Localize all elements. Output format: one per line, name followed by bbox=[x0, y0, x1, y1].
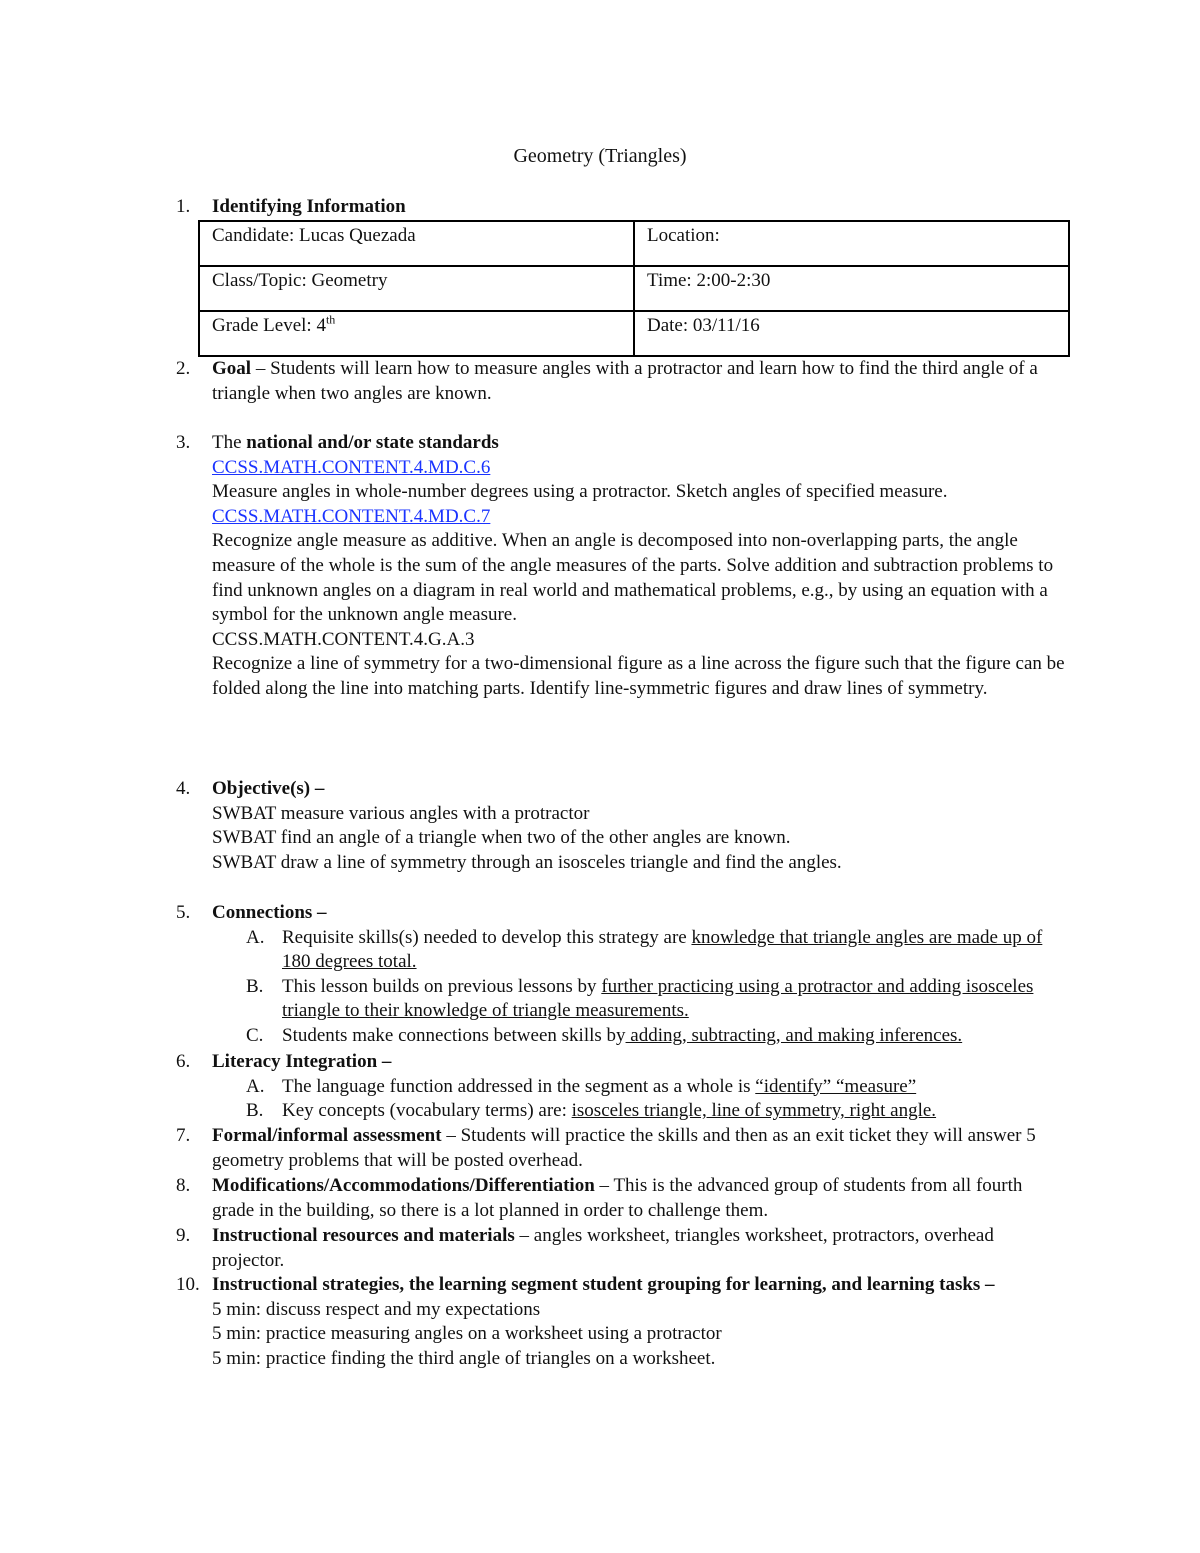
list-item: B. Key concepts (vocabulary terms) are: isosceles triangle, line of symmetry, right angle. bbox=[212, 1099, 1066, 1124]
section-text: – angles worksheet, triangles worksheet, protractors, overhead projector. bbox=[212, 1225, 994, 1271]
standard-link[interactable]: CCSS.MATH.CONTENT.4.MD.C.6 bbox=[212, 456, 491, 478]
list-item: A. The language function addressed in the segment as a whole is “identify” “measure” bbox=[212, 1075, 1066, 1100]
section-objectives bbox=[176, 777, 1066, 875]
table-cell bbox=[199, 311, 634, 356]
section-number: 2. bbox=[176, 358, 191, 379]
underlined-text: knowledge that triangle angles are made up of 180 degrees total. bbox=[282, 926, 1043, 973]
table-cell: Class/Topic: Geometry bbox=[199, 266, 634, 311]
table-cell: Date: 03/11/16 bbox=[634, 311, 1069, 356]
section-literacy-integration bbox=[176, 1050, 1066, 1124]
section-goal bbox=[176, 357, 1066, 406]
list-letter: A. bbox=[246, 1075, 265, 1097]
section-number: 5. bbox=[176, 902, 191, 923]
list-item: B. This lesson builds on previous lessons by further practicing using a protractor and adding isosceles triangle to their knowledge of triangle measurements. bbox=[246, 975, 1034, 1022]
section-label: Instructional resources and materials bbox=[212, 1225, 515, 1246]
section-number: 8. bbox=[176, 1175, 191, 1196]
section-number: 3. bbox=[176, 432, 191, 453]
section-label: national and/or state standards bbox=[246, 432, 499, 453]
grade-level-superscript: th bbox=[325, 312, 336, 327]
section-label: Literacy Integration – bbox=[212, 1051, 392, 1072]
section-label: Instructional strategies, the learning segment student grouping for learning, and learning tasks – bbox=[212, 1274, 995, 1295]
section-number: 4. bbox=[176, 778, 191, 799]
list-letter: B. bbox=[246, 975, 264, 997]
table-cell: Location: bbox=[634, 221, 1069, 266]
list-letter: B. bbox=[246, 1100, 264, 1122]
objective-line: SWBAT find an angle of a triangle when two of the other angles are known. bbox=[212, 827, 791, 849]
section-text: – This is the advanced group of students from all fourth grade in the building, so there is a lot planned in order to challenge them. bbox=[212, 1175, 1023, 1221]
underlined-text: “identify” “measure” bbox=[755, 1075, 917, 1097]
list-letter: A. bbox=[246, 926, 265, 948]
task-line: 5 min: discuss respect and my expectations bbox=[212, 1298, 541, 1320]
section-number: 7. bbox=[176, 1125, 191, 1146]
section-resources bbox=[176, 1224, 1066, 1273]
table-cell: Candidate: Lucas Quezada bbox=[199, 221, 634, 266]
section-label: Connections – bbox=[212, 902, 327, 923]
standard-link[interactable]: CCSS.MATH.CONTENT.4.MD.C.7 bbox=[212, 505, 491, 527]
underlined-text: isosceles triangle, line of symmetry, right angle. bbox=[571, 1100, 937, 1122]
section-heading: The national and/or state standards bbox=[212, 432, 499, 453]
section-modifications bbox=[176, 1174, 1066, 1223]
table-row bbox=[199, 266, 1069, 311]
section-number: 9. bbox=[176, 1225, 191, 1246]
grade-level-text: Grade Level: 4 bbox=[212, 314, 326, 336]
task-line: 5 min: practice finding the third angle of triangles on a worksheet. bbox=[212, 1347, 716, 1369]
task-line: 5 min: practice measuring angles on a worksheet using a protractor bbox=[212, 1323, 722, 1345]
section-text: – Students will practice the skills and then as an exit ticket they will answer 5 geometry problems that will be posted overhead. bbox=[212, 1125, 1036, 1171]
section-connections bbox=[176, 901, 1066, 1049]
standard-text: Measure angles in whole-number degrees using a protractor. Sketch angles of specified measure. bbox=[212, 481, 948, 503]
section-heading: Identifying Information bbox=[212, 196, 406, 217]
section-standards bbox=[176, 431, 1066, 702]
section-number: 1. bbox=[176, 196, 191, 217]
standard-text: Recognize angle measure as additive. When an angle is decomposed into non-overlapping parts, the angle measure of the whole is the sum of the angle measures of the parts. Solve addition and subtraction problems to find unknown angles on a diagram in real world and mathematical problems, e.g., by using an equation with a symbol for the unknown angle measure. bbox=[212, 530, 1054, 626]
section-label: Modifications/Accommodations/Differentiation bbox=[212, 1175, 595, 1196]
objective-line: SWBAT measure various angles with a protractor bbox=[212, 802, 590, 824]
section-number: 10. bbox=[176, 1274, 200, 1295]
list-item: A. Requisite skills(s) needed to develop this strategy are knowledge that triangle angles are made up of 180 degrees total. bbox=[246, 926, 1043, 973]
section-text: – Students will learn how to measure angles with a protractor and learn how to find the third angle of a triangle when two angles are known. bbox=[212, 358, 1038, 404]
section-instructional-strategies bbox=[176, 1273, 1066, 1371]
list-letter: C. bbox=[246, 1024, 264, 1046]
table-row bbox=[199, 221, 1069, 266]
section-identifying-information bbox=[176, 195, 1066, 357]
page-title: Geometry (Triangles) bbox=[513, 145, 687, 167]
underlined-text: adding, subtracting, and making inferences. bbox=[625, 1024, 963, 1046]
section-assessment bbox=[176, 1124, 1066, 1173]
standard-text: Recognize a line of symmetry for a two-dimensional figure as a line across the figure such that the figure can be folded along the line into matching parts. Identify line-symmetric figures and draw lines of symmetry. bbox=[212, 653, 1065, 699]
identifying-info-table bbox=[198, 220, 1070, 357]
objective-line: SWBAT draw a line of symmetry through an isosceles triangle and find the angles. bbox=[212, 851, 842, 873]
list-item: C. Students make connections between skills by adding, subtracting, and making inferences. bbox=[212, 1024, 1066, 1049]
underlined-text: further practicing using a protractor and adding isosceles triangle to their knowledge of triangle measurements. bbox=[282, 975, 1034, 1022]
section-label: Formal/informal assessment bbox=[212, 1125, 442, 1146]
table-row bbox=[199, 311, 1069, 356]
table-cell: Time: 2:00-2:30 bbox=[634, 266, 1069, 311]
standard-code: CCSS.MATH.CONTENT.4.G.A.3 bbox=[212, 628, 475, 650]
section-label: Objective(s) – bbox=[212, 778, 325, 799]
section-number: 6. bbox=[176, 1051, 191, 1072]
section-body bbox=[212, 357, 1066, 406]
section-label: Goal bbox=[212, 358, 252, 379]
